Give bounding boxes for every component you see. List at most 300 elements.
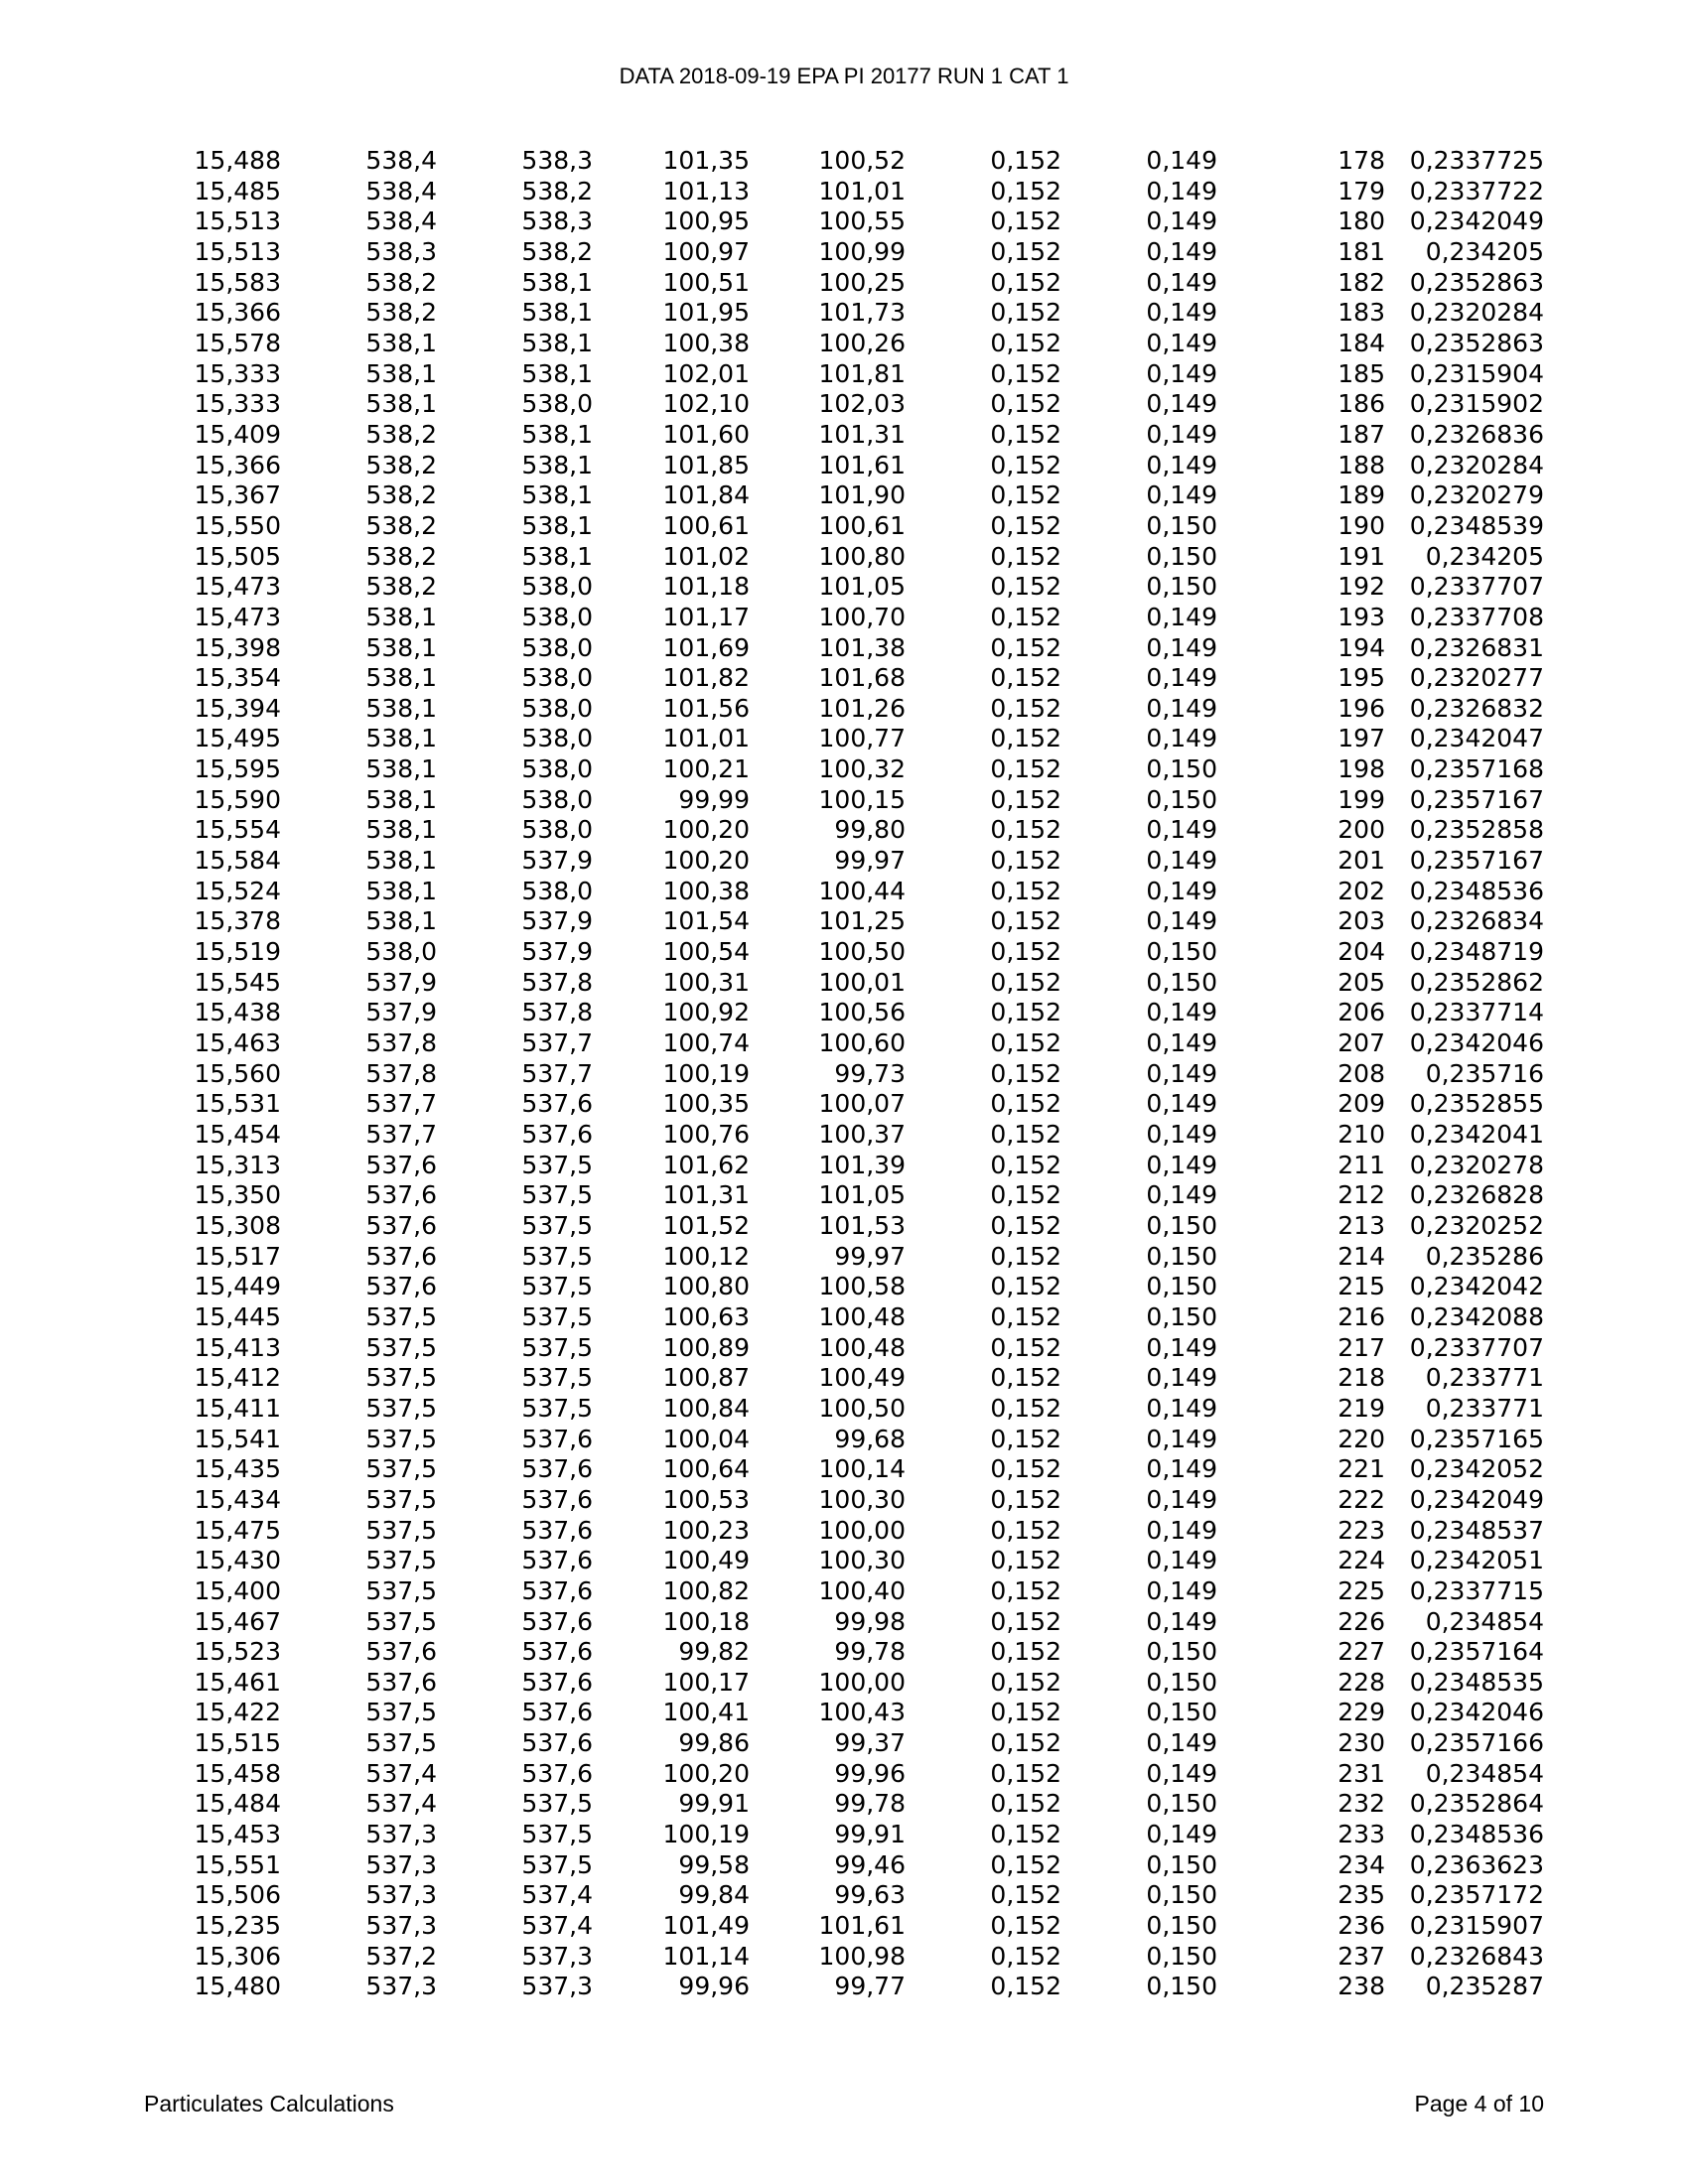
table-cell: 15,560 <box>194 1058 281 1088</box>
table-cell: 219 <box>1337 1393 1385 1423</box>
table-cell: 101,01 <box>818 176 906 205</box>
table-cell: 0,2342049 <box>1409 1484 1544 1514</box>
table-cell: 537,5 <box>521 1849 593 1879</box>
table-cell: 537,5 <box>365 1515 437 1545</box>
table-cell: 15,506 <box>194 1880 281 1910</box>
table-cell: 15,595 <box>194 754 281 784</box>
table-cell: 0,149 <box>1146 1150 1217 1179</box>
table-cell: 0,152 <box>990 1820 1061 1849</box>
table-cell: 15,422 <box>194 1698 281 1727</box>
table-row <box>179 1789 1544 1820</box>
table-cell: 538,2 <box>365 450 437 479</box>
table-row <box>179 1820 1544 1850</box>
table-cell: 102,10 <box>662 389 750 419</box>
table-cell: 232 <box>1337 1789 1385 1819</box>
table-cell: 537,5 <box>521 1820 593 1849</box>
table-cell: 100,23 <box>662 1515 750 1545</box>
table-cell: 100,55 <box>818 206 906 236</box>
table-row <box>179 298 1544 329</box>
table-cell: 0,149 <box>1146 876 1217 905</box>
table-row <box>179 968 1544 999</box>
table-cell: 15,531 <box>194 1089 281 1119</box>
table-cell: 0,233771 <box>1425 1363 1544 1393</box>
table-cell: 190 <box>1337 510 1385 540</box>
table-cell: 0,2337707 <box>1409 1332 1544 1362</box>
table-cell: 0,149 <box>1146 1332 1217 1362</box>
table-cell: 15,333 <box>194 389 281 419</box>
table-cell: 537,5 <box>365 1332 437 1362</box>
table-cell: 0,2348536 <box>1409 1820 1544 1849</box>
table-cell: 15,515 <box>194 1728 281 1758</box>
table-row <box>179 1637 1544 1668</box>
table-row <box>179 724 1544 754</box>
table-row <box>179 1516 1544 1547</box>
table-cell: 101,05 <box>818 1180 906 1210</box>
table-cell: 100,53 <box>662 1484 750 1514</box>
table-cell: 15,398 <box>194 632 281 662</box>
table-cell: 538,1 <box>521 480 593 510</box>
table-cell: 537,6 <box>521 1546 593 1575</box>
table-cell: 0,152 <box>990 1058 1061 1088</box>
table-row <box>179 1302 1544 1333</box>
table-cell: 101,68 <box>818 663 906 693</box>
table-cell: 0,152 <box>990 815 1061 845</box>
table-cell: 538,1 <box>365 328 437 357</box>
table-cell: 0,2326832 <box>1409 693 1544 723</box>
table-row <box>179 1880 1544 1911</box>
table-cell: 101,39 <box>818 1150 906 1179</box>
table-cell: 99,96 <box>834 1758 906 1788</box>
table-row <box>179 511 1544 542</box>
table-cell: 0,149 <box>1146 602 1217 631</box>
table-row <box>179 663 1544 694</box>
table-cell: 100,58 <box>818 1272 906 1301</box>
table-cell: 0,149 <box>1146 1484 1217 1514</box>
table-row <box>179 1151 1544 1181</box>
table-cell: 537,3 <box>365 1880 437 1910</box>
table-cell: 237 <box>1337 1941 1385 1971</box>
table-cell: 537,5 <box>365 1454 437 1484</box>
table-cell: 101,54 <box>662 906 750 936</box>
table-cell: 538,4 <box>365 176 437 205</box>
table-cell: 0,152 <box>990 1393 1061 1423</box>
table-cell: 15,366 <box>194 298 281 328</box>
table-cell: 0,2320279 <box>1409 480 1544 510</box>
table-cell: 15,333 <box>194 358 281 388</box>
table-row <box>179 1911 1544 1942</box>
table-cell: 100,61 <box>662 510 750 540</box>
table-cell: 15,354 <box>194 663 281 693</box>
table-cell: 100,01 <box>818 967 906 997</box>
table-cell: 537,6 <box>365 1150 437 1179</box>
table-cell: 0,152 <box>990 754 1061 784</box>
table-cell: 15,545 <box>194 967 281 997</box>
table-cell: 227 <box>1337 1637 1385 1667</box>
table-row <box>179 1242 1544 1273</box>
table-cell: 538,1 <box>365 784 437 814</box>
table-cell: 0,2320284 <box>1409 298 1544 328</box>
table-cell: 101,13 <box>662 176 750 205</box>
table-row <box>179 1759 1544 1790</box>
table-cell: 188 <box>1337 450 1385 479</box>
table-row <box>179 1576 1544 1607</box>
table-cell: 538,1 <box>365 846 437 876</box>
table-cell: 229 <box>1337 1698 1385 1727</box>
table-cell: 537,5 <box>365 1484 437 1514</box>
table-cell: 537,5 <box>521 1150 593 1179</box>
table-cell: 189 <box>1337 480 1385 510</box>
table-cell: 100,77 <box>818 724 906 753</box>
table-cell: 537,5 <box>521 1272 593 1301</box>
table-row <box>179 815 1544 846</box>
table-cell: 537,5 <box>365 1424 437 1453</box>
table-cell: 15,550 <box>194 510 281 540</box>
table-cell: 0,152 <box>990 450 1061 479</box>
table-cell: 15,438 <box>194 998 281 1027</box>
table-cell: 15,475 <box>194 1515 281 1545</box>
table-cell: 216 <box>1337 1301 1385 1331</box>
data-table-body <box>179 146 1544 2002</box>
table-cell: 0,152 <box>990 632 1061 662</box>
table-cell: 0,149 <box>1146 328 1217 357</box>
table-row <box>179 1089 1544 1120</box>
table-row <box>179 1728 1544 1759</box>
table-cell: 15,454 <box>194 1120 281 1149</box>
table-cell: 0,150 <box>1146 1698 1217 1727</box>
table-cell: 538,0 <box>521 572 593 602</box>
table-cell: 0,2357165 <box>1409 1424 1544 1453</box>
table-cell: 537,6 <box>521 1667 593 1697</box>
table-cell: 202 <box>1337 876 1385 905</box>
table-cell: 537,8 <box>521 967 593 997</box>
table-cell: 223 <box>1337 1515 1385 1545</box>
table-cell: 15,308 <box>194 1210 281 1240</box>
table-cell: 0,152 <box>990 1849 1061 1879</box>
table-cell: 101,61 <box>818 450 906 479</box>
table-cell: 100,56 <box>818 998 906 1027</box>
table-cell: 0,152 <box>990 1758 1061 1788</box>
table-cell: 537,3 <box>521 1941 593 1971</box>
table-cell: 0,2326836 <box>1409 419 1544 449</box>
table-cell: 15,413 <box>194 1332 281 1362</box>
table-row <box>179 451 1544 481</box>
table-cell: 100,25 <box>818 267 906 297</box>
table-cell: 0,150 <box>1146 510 1217 540</box>
table-cell: 537,9 <box>365 998 437 1027</box>
table-cell: 100,44 <box>818 876 906 905</box>
table-cell: 0,150 <box>1146 1941 1217 1971</box>
table-cell: 0,149 <box>1146 480 1217 510</box>
table-cell: 231 <box>1337 1758 1385 1788</box>
table-row <box>179 1698 1544 1728</box>
table-cell: 0,152 <box>990 967 1061 997</box>
table-row <box>179 389 1544 420</box>
table-cell: 100,20 <box>662 1758 750 1788</box>
table-cell: 0,2352858 <box>1409 815 1544 845</box>
table-cell: 0,2352862 <box>1409 967 1544 997</box>
table-cell: 0,150 <box>1146 1911 1217 1941</box>
table-cell: 0,152 <box>990 1150 1061 1179</box>
table-cell: 100,80 <box>818 541 906 571</box>
table-cell: 100,00 <box>818 1667 906 1697</box>
table-cell: 0,235716 <box>1425 1058 1544 1088</box>
table-cell: 99,80 <box>834 815 906 845</box>
table-cell: 537,9 <box>521 846 593 876</box>
table-cell: 101,31 <box>818 419 906 449</box>
table-cell: 538,1 <box>521 358 593 388</box>
table-cell: 537,6 <box>521 1120 593 1149</box>
table-cell: 15,453 <box>194 1820 281 1849</box>
table-cell: 0,2352863 <box>1409 328 1544 357</box>
table-cell: 214 <box>1337 1241 1385 1271</box>
table-cell: 537,7 <box>521 1058 593 1088</box>
table-cell: 538,1 <box>365 876 437 905</box>
table-cell: 0,149 <box>1146 236 1217 266</box>
table-row <box>179 754 1544 785</box>
table-cell: 537,4 <box>365 1789 437 1819</box>
table-cell: 0,152 <box>990 267 1061 297</box>
table-cell: 15,445 <box>194 1301 281 1331</box>
table-cell: 185 <box>1337 358 1385 388</box>
table-cell: 100,92 <box>662 998 750 1027</box>
table-cell: 538,1 <box>521 510 593 540</box>
table-cell: 0,149 <box>1146 1089 1217 1119</box>
table-row <box>179 1028 1544 1059</box>
table-cell: 100,38 <box>662 328 750 357</box>
table-cell: 0,149 <box>1146 146 1217 175</box>
table-cell: 0,152 <box>990 1424 1061 1453</box>
table-cell: 101,18 <box>662 572 750 602</box>
table-cell: 0,152 <box>990 1363 1061 1393</box>
table-row <box>179 1425 1544 1455</box>
table-cell: 15,235 <box>194 1911 281 1941</box>
table-row <box>179 1668 1544 1699</box>
table-cell: 100,30 <box>818 1546 906 1575</box>
table-cell: 15,467 <box>194 1606 281 1636</box>
table-cell: 537,5 <box>521 1180 593 1210</box>
table-cell: 0,152 <box>990 1272 1061 1301</box>
table-cell: 538,0 <box>521 389 593 419</box>
table-row <box>179 846 1544 877</box>
table-cell: 0,152 <box>990 146 1061 175</box>
table-cell: 0,150 <box>1146 937 1217 967</box>
table-cell: 184 <box>1337 328 1385 357</box>
table-cell: 15,430 <box>194 1546 281 1575</box>
table-cell: 0,149 <box>1146 815 1217 845</box>
table-cell: 538,0 <box>365 937 437 967</box>
table-cell: 191 <box>1337 541 1385 571</box>
table-cell: 0,152 <box>990 937 1061 967</box>
table-cell: 0,2342088 <box>1409 1301 1544 1331</box>
table-cell: 538,0 <box>521 754 593 784</box>
table-cell: 15,400 <box>194 1575 281 1605</box>
table-cell: 0,152 <box>990 1667 1061 1697</box>
table-cell: 537,5 <box>521 1393 593 1423</box>
table-cell: 100,35 <box>662 1089 750 1119</box>
table-cell: 0,2348536 <box>1409 876 1544 905</box>
table-cell: 0,150 <box>1146 1210 1217 1240</box>
table-cell: 537,6 <box>365 1272 437 1301</box>
table-cell: 0,2337725 <box>1409 146 1544 175</box>
table-cell: 0,149 <box>1146 846 1217 876</box>
table-cell: 100,49 <box>662 1546 750 1575</box>
table-cell: 538,1 <box>365 632 437 662</box>
table-cell: 15,578 <box>194 328 281 357</box>
table-cell: 15,583 <box>194 267 281 297</box>
table-cell: 0,2357168 <box>1409 754 1544 784</box>
table-cell: 537,6 <box>521 1606 593 1636</box>
table-cell: 0,149 <box>1146 389 1217 419</box>
table-cell: 99,73 <box>834 1058 906 1088</box>
table-cell: 0,235286 <box>1425 1241 1544 1271</box>
table-cell: 0,150 <box>1146 1272 1217 1301</box>
table-cell: 100,12 <box>662 1241 750 1271</box>
table-cell: 99,78 <box>834 1637 906 1667</box>
table-cell: 0,2326834 <box>1409 906 1544 936</box>
table-cell: 101,26 <box>818 693 906 723</box>
table-cell: 538,1 <box>365 358 437 388</box>
table-cell: 197 <box>1337 724 1385 753</box>
table-cell: 203 <box>1337 906 1385 936</box>
table-row <box>179 1333 1544 1364</box>
table-row <box>179 1942 1544 1973</box>
table-cell: 101,14 <box>662 1941 750 1971</box>
table-cell: 537,9 <box>521 906 593 936</box>
table-cell: 15,505 <box>194 541 281 571</box>
table-cell: 208 <box>1337 1058 1385 1088</box>
table-cell: 0,152 <box>990 1454 1061 1484</box>
table-cell: 15,313 <box>194 1150 281 1179</box>
table-cell: 0,152 <box>990 298 1061 328</box>
table-cell: 537,5 <box>521 1241 593 1271</box>
table-cell: 228 <box>1337 1667 1385 1697</box>
table-cell: 537,5 <box>521 1789 593 1819</box>
table-cell: 100,50 <box>818 937 906 967</box>
table-cell: 537,5 <box>365 1301 437 1331</box>
table-cell: 100,20 <box>662 846 750 876</box>
table-cell: 0,152 <box>990 389 1061 419</box>
table-cell: 15,473 <box>194 602 281 631</box>
page-header-title: DATA 2018-09-19 EPA PI 20177 RUN 1 CAT 1 <box>619 64 1069 88</box>
table-cell: 101,95 <box>662 298 750 328</box>
table-cell: 0,150 <box>1146 1849 1217 1879</box>
table-cell: 0,149 <box>1146 1546 1217 1575</box>
table-cell: 99,82 <box>678 1637 750 1667</box>
table-cell: 537,4 <box>365 1758 437 1788</box>
table-cell: 0,149 <box>1146 1454 1217 1484</box>
table-row <box>179 1059 1544 1090</box>
table-cell: 538,3 <box>365 236 437 266</box>
table-cell: 0,2342047 <box>1409 724 1544 753</box>
table-cell: 220 <box>1337 1424 1385 1453</box>
table-cell: 0,2326828 <box>1409 1180 1544 1210</box>
table-cell: 193 <box>1337 602 1385 631</box>
table-row <box>179 177 1544 207</box>
table-cell: 15,513 <box>194 236 281 266</box>
table-row <box>179 1972 1544 2002</box>
table-cell: 210 <box>1337 1120 1385 1149</box>
table-cell: 15,411 <box>194 1393 281 1423</box>
table-cell: 99,78 <box>834 1789 906 1819</box>
table-cell: 15,409 <box>194 419 281 449</box>
table-cell: 101,60 <box>662 419 750 449</box>
table-row <box>179 480 1544 511</box>
table-cell: 15,519 <box>194 937 281 967</box>
table-cell: 101,85 <box>662 450 750 479</box>
table-cell: 0,149 <box>1146 1028 1217 1058</box>
table-cell: 100,74 <box>662 1028 750 1058</box>
table-cell: 0,149 <box>1146 1606 1217 1636</box>
table-cell: 538,1 <box>521 450 593 479</box>
table-cell: 0,149 <box>1146 1180 1217 1210</box>
table-cell: 537,6 <box>365 1180 437 1210</box>
table-cell: 100,48 <box>818 1301 906 1331</box>
table-row <box>179 1850 1544 1881</box>
table-cell: 221 <box>1337 1454 1385 1484</box>
table-cell: 15,435 <box>194 1454 281 1484</box>
table-cell: 0,152 <box>990 1332 1061 1362</box>
table-row <box>179 1180 1544 1211</box>
table-cell: 101,90 <box>818 480 906 510</box>
table-cell: 0,152 <box>990 1606 1061 1636</box>
table-cell: 233 <box>1337 1820 1385 1849</box>
table-cell: 0,152 <box>990 1941 1061 1971</box>
table-cell: 0,2337708 <box>1409 602 1544 631</box>
table-cell: 15,517 <box>194 1241 281 1271</box>
table-cell: 222 <box>1337 1484 1385 1514</box>
table-cell: 0,234854 <box>1425 1606 1544 1636</box>
table-cell: 0,2337715 <box>1409 1575 1544 1605</box>
table-cell: 0,2357166 <box>1409 1728 1544 1758</box>
table-cell: 537,8 <box>521 998 593 1027</box>
table-cell: 537,7 <box>365 1089 437 1119</box>
table-cell: 0,149 <box>1146 1728 1217 1758</box>
table-cell: 0,149 <box>1146 632 1217 662</box>
table-cell: 100,48 <box>818 1332 906 1362</box>
table-cell: 538,2 <box>365 480 437 510</box>
table-cell: 15,458 <box>194 1758 281 1788</box>
table-cell: 15,366 <box>194 450 281 479</box>
table-row <box>179 268 1544 299</box>
table-cell: 99,91 <box>678 1789 750 1819</box>
table-cell: 0,152 <box>990 1789 1061 1819</box>
table-cell: 99,37 <box>834 1728 906 1758</box>
table-cell: 15,394 <box>194 693 281 723</box>
table-cell: 100,38 <box>662 876 750 905</box>
table-cell: 0,2342046 <box>1409 1028 1544 1058</box>
table-cell: 0,149 <box>1146 176 1217 205</box>
table-cell: 101,61 <box>818 1911 906 1941</box>
table-cell: 101,38 <box>818 632 906 662</box>
table-cell: 537,6 <box>365 1241 437 1271</box>
table-cell: 0,152 <box>990 358 1061 388</box>
table-row <box>179 420 1544 451</box>
table-cell: 101,82 <box>662 663 750 693</box>
table-cell: 198 <box>1337 754 1385 784</box>
table-cell: 0,2315902 <box>1409 389 1544 419</box>
table-cell: 537,6 <box>521 1484 593 1514</box>
table-row <box>179 1394 1544 1425</box>
table-cell: 537,5 <box>365 1698 437 1727</box>
table-cell: 0,2342052 <box>1409 1454 1544 1484</box>
table-cell: 207 <box>1337 1028 1385 1058</box>
table-cell: 0,152 <box>990 176 1061 205</box>
table-cell: 0,149 <box>1146 998 1217 1027</box>
table-cell: 0,2348719 <box>1409 937 1544 967</box>
table-cell: 538,1 <box>365 815 437 845</box>
table-cell: 0,2352864 <box>1409 1789 1544 1819</box>
table-cell: 0,2315907 <box>1409 1911 1544 1941</box>
